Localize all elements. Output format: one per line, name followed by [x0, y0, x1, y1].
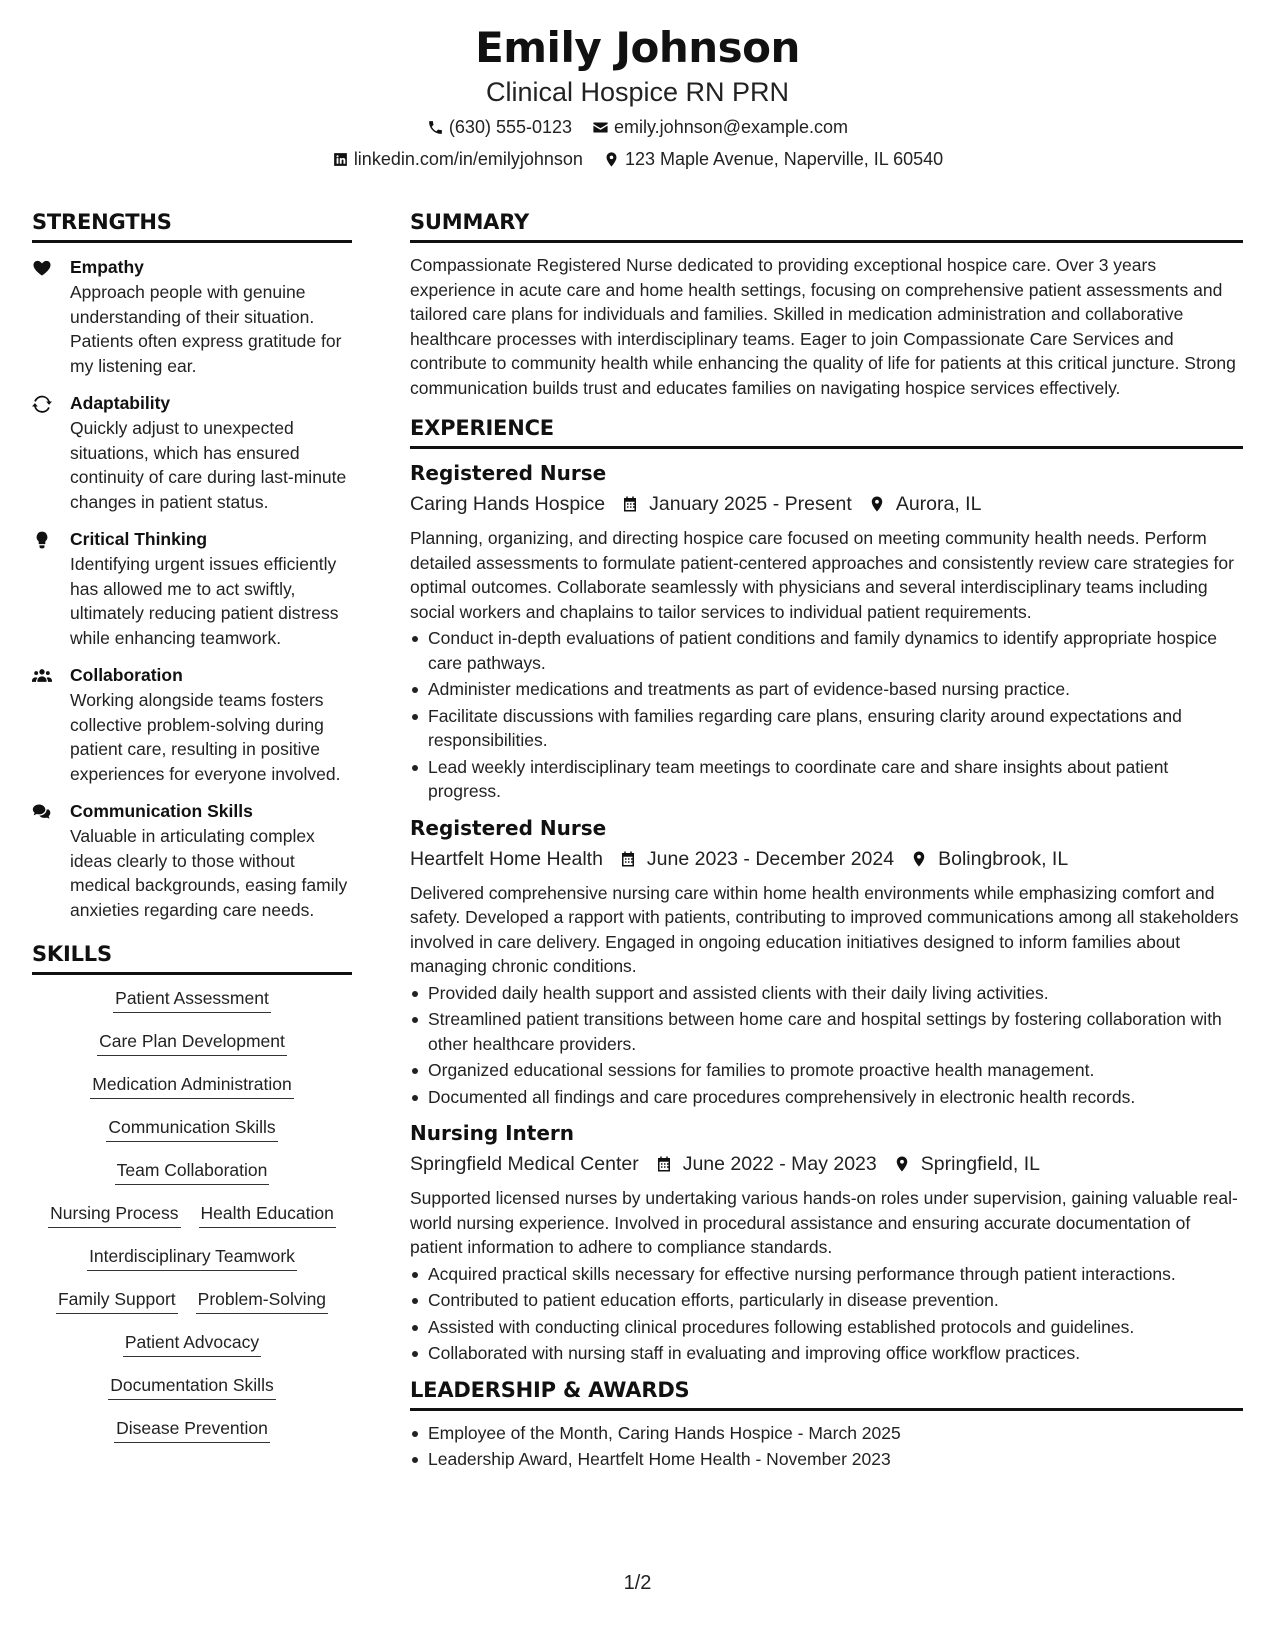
strength-item: [32, 527, 352, 650]
strength-title: Collaboration: [70, 665, 183, 685]
skill-tag: Care Plan Development: [97, 1030, 287, 1056]
sync-icon: [32, 394, 52, 414]
job-dates: January 2025 - Present: [649, 493, 852, 515]
bullet-item: Administer medications and treatments as part of evidence-based nursing practice.: [410, 677, 1243, 702]
strengths-heading: STRENGTHS: [32, 208, 352, 243]
contact-email[interactable]: [592, 115, 848, 139]
job-bullets: [410, 626, 1243, 804]
strength-item: [32, 255, 352, 378]
experience-heading: EXPERIENCE: [410, 414, 1243, 449]
job-bullets: [410, 981, 1243, 1110]
job-role: Registered Nurse: [410, 461, 607, 485]
job-dates: June 2023 - December 2024: [646, 847, 895, 870]
contact-address: [603, 147, 943, 171]
skills-heading: SKILLS: [32, 940, 352, 975]
job-company: Heartfelt Home Health: [410, 847, 603, 870]
calendar-icon: [621, 495, 639, 513]
strength-title: Empathy: [70, 257, 144, 277]
strengths-list: [32, 255, 352, 922]
strength-title: Adaptability: [70, 393, 171, 413]
address-text: 123 Maple Avenue, Naperville, IL 60540: [624, 149, 944, 169]
job-company: Springfield Medical Center: [410, 1153, 639, 1175]
award-item: Employee of the Month, Caring Hands Hospice - March 2025: [410, 1421, 1243, 1446]
strength-desc: Working alongside teams fosters collective problem-solving during patient care, resulting in positive experiences for everyone involved.: [70, 690, 341, 784]
linkedin-icon: [332, 151, 349, 168]
job-meta: [410, 845, 1243, 873]
skill-tag: Documentation Skills: [108, 1374, 275, 1400]
contact-row-1: [0, 115, 1275, 139]
linkedin-text: linkedin.com/in/emilyjohnson: [353, 149, 583, 169]
bullet-item: Collaborated with nursing staff in evaluating and improving office workflow practices.: [410, 1341, 1243, 1366]
job-company: Caring Hands Hospice: [410, 493, 606, 515]
strength-desc: Identifying urgent issues efficiently has allowed me to act swiftly, ultimately reducing patient distress while enhancing teamwork.: [70, 554, 339, 648]
lightbulb-icon: [32, 530, 52, 550]
bullet-item: Provided daily health support and assisted clients with their daily living activities.: [410, 981, 1243, 1006]
bullet-item: Facilitate discussions with families regarding care plans, ensuring clarity around expectations and responsibilities.: [410, 704, 1243, 753]
job-entry: [410, 814, 1243, 1110]
job-description: Supported licensed nurses by undertaking various hands-on roles under supervision, gaining valuable real-world nursing experience. Involved in procedural assistance and ensuring accurate documentation of patient information to adhere to compliance standards.: [410, 1188, 1238, 1257]
skill-tag: Patient Assessment: [113, 987, 271, 1013]
contact-linkedin[interactable]: [332, 147, 583, 171]
bullet-item: Organized educational sessions for families to promote proactive health management.: [410, 1058, 1243, 1083]
strength-item: [32, 391, 352, 514]
job-meta: [410, 1150, 1243, 1178]
map-pin-icon: [868, 495, 886, 513]
bullet-item: Acquired practical skills necessary for effective nursing performance through patient interactions.: [410, 1262, 1243, 1287]
skill-tag: Disease Prevention: [114, 1417, 270, 1443]
skills-section: [32, 940, 352, 1460]
bullet-item: Streamlined patient transitions between home care and hospital settings by fostering collaboration with other healthcare providers.: [410, 1007, 1243, 1056]
job-description: Delivered comprehensive nursing care within home health environments while emphasizing comfort and safety. Developed a rapport with patients, contributing to improved communications among all stakeholders involved in care delivery. Engaged in ongoing education initiatives designed to inform families about managing chronic conditions.: [410, 882, 1239, 976]
skill-tag: Interdisciplinary Teamwork: [87, 1245, 297, 1271]
map-pin-icon: [603, 151, 620, 168]
job-entry: [410, 459, 1243, 804]
candidate-title: Clinical Hospice RN PRN: [485, 77, 790, 107]
envelope-icon: [592, 119, 609, 136]
skill-tag: Problem-Solving: [196, 1288, 328, 1314]
job-bullets: [410, 1262, 1243, 1366]
job-role: Nursing Intern: [410, 1121, 575, 1145]
strength-desc: Approach people with genuine understanding of their situation. Patients often express gratitude for my listening ear.: [70, 282, 342, 376]
skills-list: [32, 987, 352, 1460]
users-icon: [32, 666, 52, 686]
map-pin-icon: [910, 850, 928, 868]
map-pin-icon: [893, 1155, 911, 1173]
summary-heading: SUMMARY: [410, 208, 1243, 243]
awards-heading: LEADERSHIP & AWARDS: [410, 1376, 1243, 1411]
bullet-item: Conduct in-depth evaluations of patient conditions and family dynamics to identify appropriate hospice care pathways.: [410, 626, 1243, 675]
strength-desc: Quickly adjust to unexpected situations, which has ensured continuity of care during last-minute changes in patient status.: [70, 418, 347, 512]
strength-title: Communication Skills: [70, 801, 253, 821]
skill-tag: Patient Advocacy: [123, 1331, 261, 1357]
resume-header: [0, 22, 1275, 171]
job-role: Registered Nurse: [410, 815, 607, 840]
page-number: 1/2: [623, 1572, 652, 1594]
strength-item: [32, 799, 352, 922]
bullet-item: Contributed to patient education efforts, particularly in disease prevention.: [410, 1288, 1243, 1313]
contact-phone[interactable]: [427, 115, 572, 139]
calendar-icon: [655, 1155, 673, 1173]
job-entry: [410, 1119, 1243, 1366]
left-column: [32, 208, 352, 1460]
job-dates: June 2022 - May 2023: [682, 1153, 877, 1175]
strength-desc: Valuable in articulating complex ideas clearly to those without medical backgrounds, easing family anxieties regarding care needs.: [70, 826, 348, 920]
phone-text: (630) 555-0123: [448, 117, 573, 137]
phone-icon: [427, 119, 444, 136]
job-meta: [410, 490, 1243, 518]
summary-text: Compassionate Registered Nurse dedicated to providing exceptional hospice care. Over 3 years experience in acute care and home health settings, focusing on comprehensive patient assessments and tailored care plans for individuals and families. Skilled in medication administration and collaborative healthcare processes with interdisciplinary teams. Eager to join Compassionate Care Services and contribute to community health while enhancing the quality of life for patients at this critical juncture. Strong communication builds trust and educates families on navigating hospice services effectively.: [410, 255, 1236, 398]
comments-icon: [32, 802, 52, 822]
awards-section: [410, 1376, 1243, 1472]
award-item: Leadership Award, Heartfelt Home Health - November 2023: [410, 1447, 1243, 1472]
skill-tag: Medication Administration: [90, 1073, 293, 1099]
strength-item: [32, 663, 352, 786]
bullet-item: Documented all findings and care procedures comprehensively in electronic health records.: [410, 1085, 1243, 1110]
bullet-item: Lead weekly interdisciplinary team meetings to coordinate care and share insights about patient progress.: [410, 755, 1243, 804]
job-location: Aurora, IL: [895, 493, 982, 515]
job-description: Planning, organizing, and directing hospice care focused on meeting community health needs. Perform detailed assessments to formulate patient-centered approaches and consistently review care strategies for optimal outcomes. Collaborate seamlessly with physicians and several interdisciplinary teams including social workers and chaplains to tailor services to individual patient requirements.: [410, 528, 1234, 622]
skill-tag: Health Education: [199, 1202, 336, 1228]
right-column: [410, 208, 1243, 1474]
contact-row-2: [0, 147, 1275, 171]
job-location: Springfield, IL: [920, 1153, 1041, 1175]
calendar-icon: [619, 850, 637, 868]
skill-tag: Communication Skills: [106, 1116, 277, 1142]
skill-tag: Team Collaboration: [115, 1159, 270, 1185]
strength-title: Critical Thinking: [70, 529, 208, 549]
awards-list: [410, 1421, 1243, 1472]
skill-tag: Nursing Process: [48, 1202, 180, 1228]
skill-tag: Family Support: [56, 1288, 178, 1314]
experience-section: [410, 414, 1243, 1366]
email-text: emily.johnson@example.com: [614, 117, 849, 137]
heart-icon: [32, 258, 52, 278]
candidate-name: Emily Johnson: [475, 23, 800, 72]
bullet-item: Assisted with conducting clinical procedures following established protocols and guidelines.: [410, 1315, 1243, 1340]
job-location: Bolingbrook, IL: [938, 847, 1069, 870]
